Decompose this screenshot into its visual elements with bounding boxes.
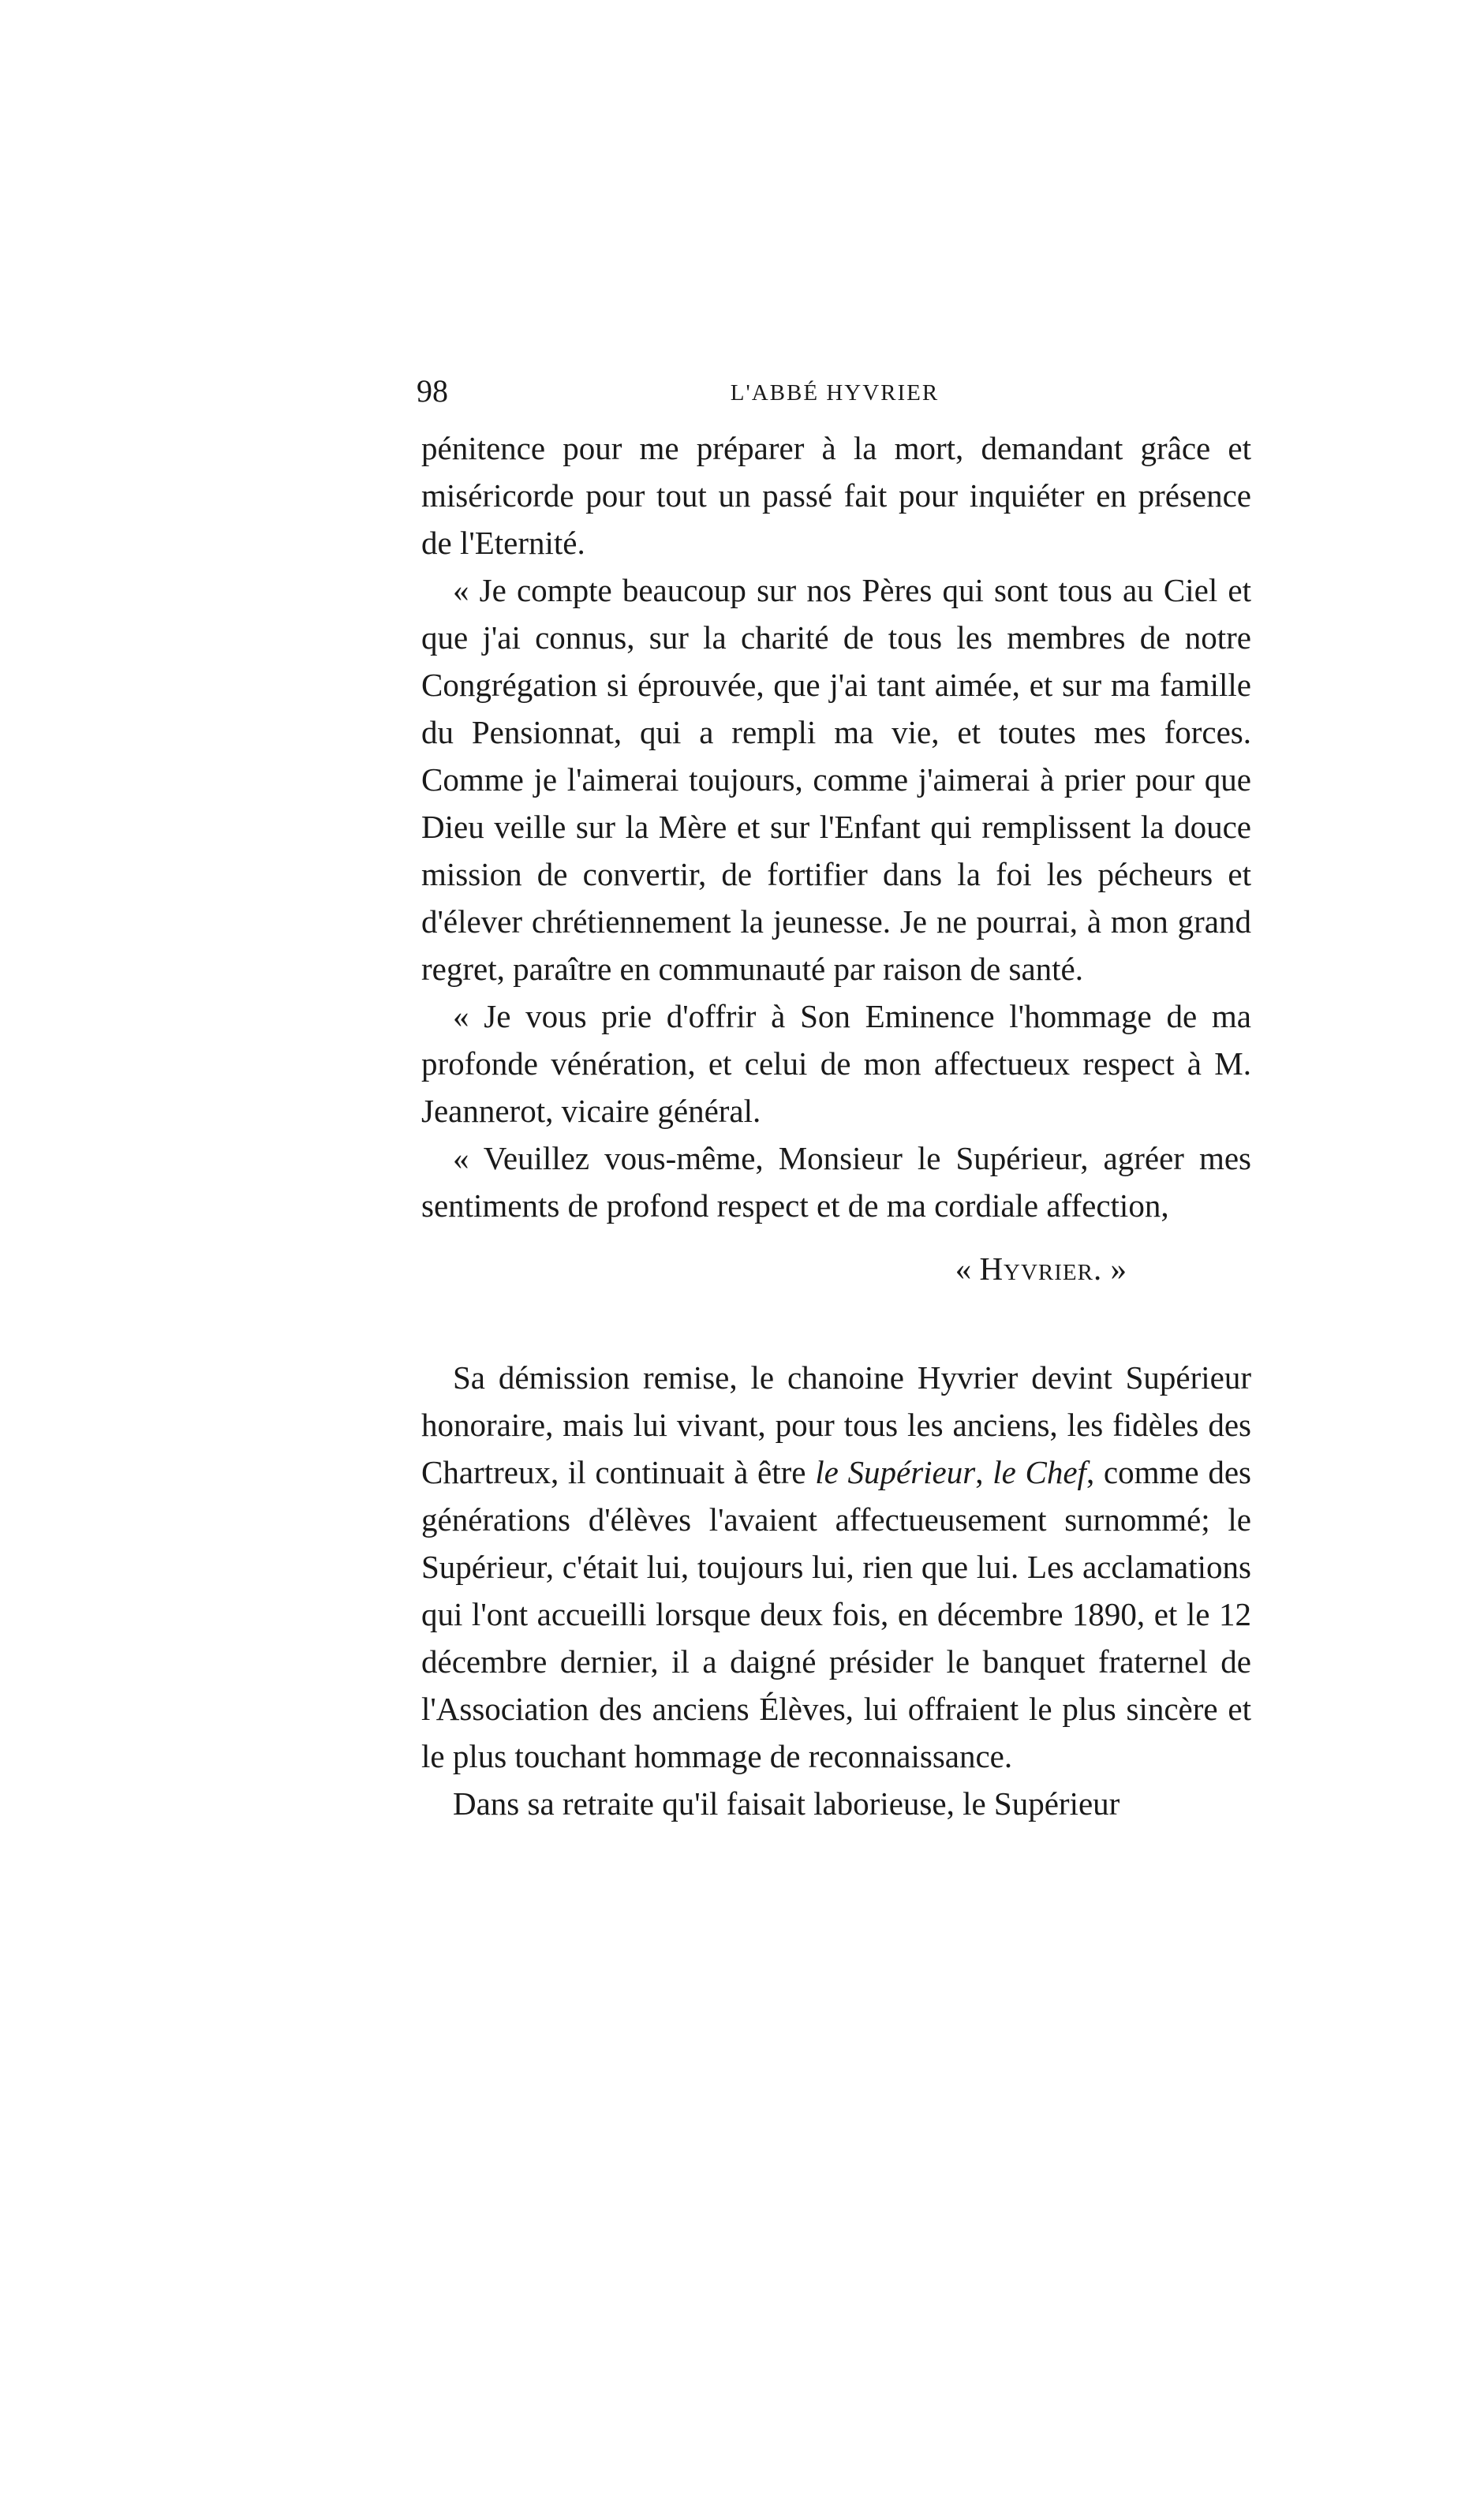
narrative-italic-superieur: le Supérieur [815, 1454, 976, 1490]
narrative-paragraph-2: Dans sa retraite qu'il faisait laborieuse, le Supérieur [453, 1785, 1120, 1822]
signature-name: Hyvrier. [979, 1250, 1103, 1287]
signature-close-quote: » [1102, 1250, 1127, 1287]
narrative-text: Sa démission remise, le chanoine Hyvrier devint Supérieur honoraire, mais lui vivant, pour tous les anciens, les fidèles des Chartreux, il continuait à être [421, 1359, 1251, 1490]
page-number: 98 [417, 373, 448, 409]
body-text [421, 424, 1251, 1827]
narrative-italic-chef: le Chef [992, 1454, 1086, 1490]
signature-open-quote: « [955, 1250, 980, 1287]
running-head [417, 369, 1253, 413]
narrative-text: , comme des générations d'élèves l'avaient affectueusement surnommé; le Supérieur, c'était lui, toujours lui, rien que lui. Les acclamations qui l'ont accueilli lorsque deux fois, en décembre 1890, et le 12 décembre dernier, il a daigné présider le banquet fraternel de l'Association des anciens Élèves, lui offraient le plus sincère et le plus touchant hommage de reconnaissance. [421, 1454, 1251, 1774]
letter-paragraph-2: « Je compte beaucoup sur nos Pères qui sont tous au Ciel et que j'ai connus, sur la charité de tous les membres de notre Congrégation si éprouvée, que j'ai tant aimée, et sur ma famille du Pensionnat, qui a rempli ma vie, et toutes mes forces. Comme je l'aimerai toujours, comme j'aimerai à prier pour que Dieu veille sur la Mère et sur l'Enfant qui remplissent la douce mission de convertir, de fortifier dans la foi les pécheurs et d'élever chrétiennement la jeunesse. Je ne pourrai, à mon grand regret, paraître en communauté par raison de santé. [421, 572, 1251, 987]
letter-paragraph-3: « Je vous prie d'offrir à Son Eminence l'hommage de ma profonde vénération, et celui de mon affectueux respect à M. Jeannerot, vicaire général. [421, 998, 1251, 1129]
letter-paragraph-4: « Veuillez vous-même, Monsieur le Supérieur, agréer mes sentiments de profond respect et de ma cordiale affection, [421, 1140, 1251, 1224]
letter-signature [421, 1245, 1251, 1292]
narrative-paragraph-1 [421, 1354, 1251, 1780]
narrative-text: , [975, 1454, 993, 1490]
running-title: L'ABBÉ HYVRIER [730, 380, 940, 406]
section-gap [421, 1292, 1251, 1354]
letter-paragraph-1: pénitence pour me préparer à la mort, demandant grâce et miséricorde pour tout un passé fait pour inquiéter en présence de l'Eternité. [421, 430, 1251, 561]
